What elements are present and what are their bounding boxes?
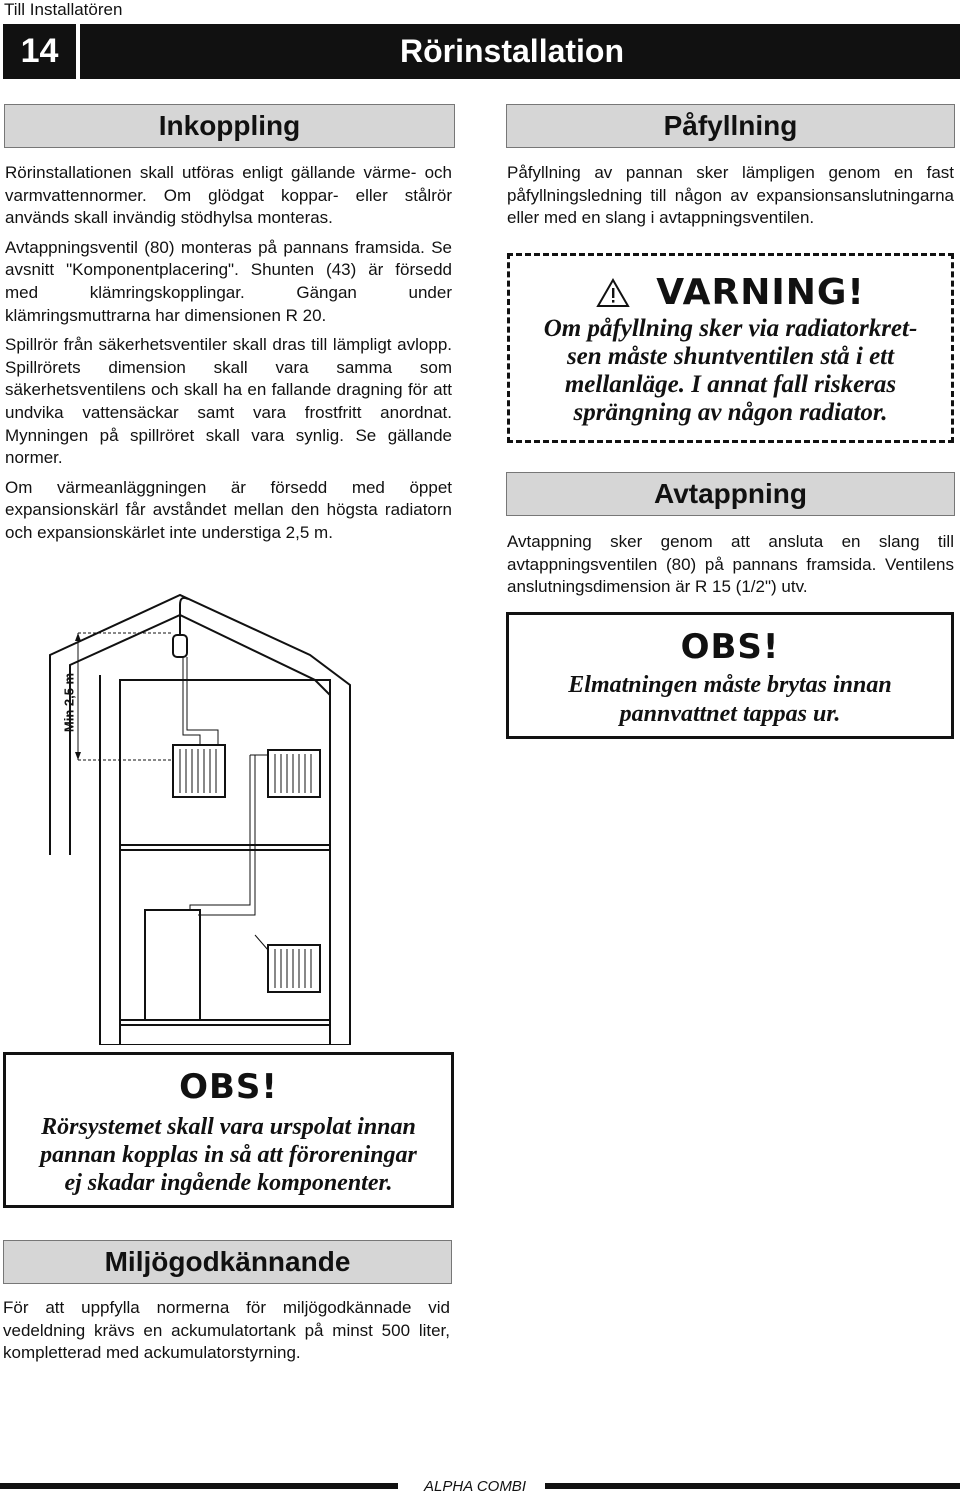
inkoppling-text	[5, 162, 452, 552]
dimension-label-container	[56, 672, 77, 735]
section-heading-miljo: Miljögodkännande	[3, 1240, 452, 1284]
footer-rule-right	[545, 1483, 960, 1489]
paragraph: Avtappningsventil (80) monteras på pannans framsida. Se avsnitt "Komponentplacering". Shunten (43) är försedd med klämringskopplingar. Gängan under klämringsmuttrarna har dimensionen R 20.	[5, 237, 452, 325]
obs-title: OBS!	[179, 1067, 278, 1107]
warning-line: sprängning av någon radiator.	[573, 399, 888, 426]
footer-product: ALPHA COMBI	[424, 1478, 526, 1495]
obs-title: OBS!	[680, 627, 780, 667]
obs-line: pannvattnet tappas ur.	[619, 701, 841, 727]
warning-line: mellanläge. I annat fall riskeras	[564, 371, 897, 398]
section-heading-pafyllning: Påfyllning	[506, 104, 955, 148]
miljo-text: För att uppfylla normerna för miljögodkännade vid vedeldning krävs en ackumulatortank på minst 500 liter, kompletterad med ackumulatorstyrning.	[3, 1298, 450, 1363]
running-header: Till Installatören	[4, 0, 123, 19]
warning-header	[510, 272, 951, 313]
warning-title: VARNING!	[656, 272, 865, 313]
section-heading-inkoppling: Inkoppling	[4, 104, 455, 148]
dimension-label: Min 2,5 m	[61, 672, 77, 733]
paragraph: Rörinstallationen skall utföras enligt gällande värme- och varmvattennormer. Om glödgat koppar- eller stålrör används skall invändig stödhylsa monteras.	[5, 163, 452, 228]
warning-text	[510, 315, 951, 427]
obs-text	[6, 1113, 451, 1197]
obs-line: Elmatningen måste brytas innan	[568, 672, 892, 698]
avtappning-text: Avtappning sker genom att ansluta en slang till avtappningsventilen (80) på pannans framsida. Ventilens anslutningsdimension är R 15 (1/2") utv.	[507, 532, 954, 597]
warning-line: Om påfyllning sker via radiatorkret-	[543, 315, 918, 342]
footer-rule-left	[0, 1483, 398, 1489]
house-heating-diagram	[40, 585, 420, 1045]
obs-line: pannan kopplas in så att föroreningar	[40, 1142, 417, 1168]
page-title: Rörinstallation	[400, 33, 625, 69]
warning-triangle-icon	[596, 278, 630, 308]
obs-notice-left	[3, 1052, 454, 1208]
warning-line: sen måste shuntventilen stå i ett	[566, 343, 895, 370]
paragraph: Spillrör från säkerhetsventiler skall dras till lämpligt avlopp. Spillrörets dimension skall vara samma som säkerhetsventilens och skall ha en fallande dragning för att undvika vattensäckar samt vara frostfritt anordnat. Mynningen på spillröret skall vara synlig. Se gällande normer.	[5, 335, 452, 468]
warning-box	[507, 253, 954, 443]
paragraph: Om värmeanläggningen är försedd med öppet expansionskärl får avståndet mellan den högsta radiatorn och expansionskärlet inte understiga 2,5 m.	[5, 477, 452, 542]
pafyllning-text: Påfyllning av pannan sker lämpligen genom en fast påfyllningsledning till någon av expansionsanslutningarna eller med en slang i avtappningsventilen.	[507, 163, 954, 228]
obs-text	[509, 671, 951, 729]
page-number: 14	[3, 24, 76, 79]
section-heading-avtappning: Avtappning	[506, 472, 955, 516]
obs-notice-right	[506, 612, 954, 739]
page-title-bar	[80, 24, 960, 79]
obs-line: Rörsystemet skall vara urspolat innan	[41, 1114, 416, 1140]
obs-line: ej skadar ingående komponenter.	[64, 1170, 393, 1196]
